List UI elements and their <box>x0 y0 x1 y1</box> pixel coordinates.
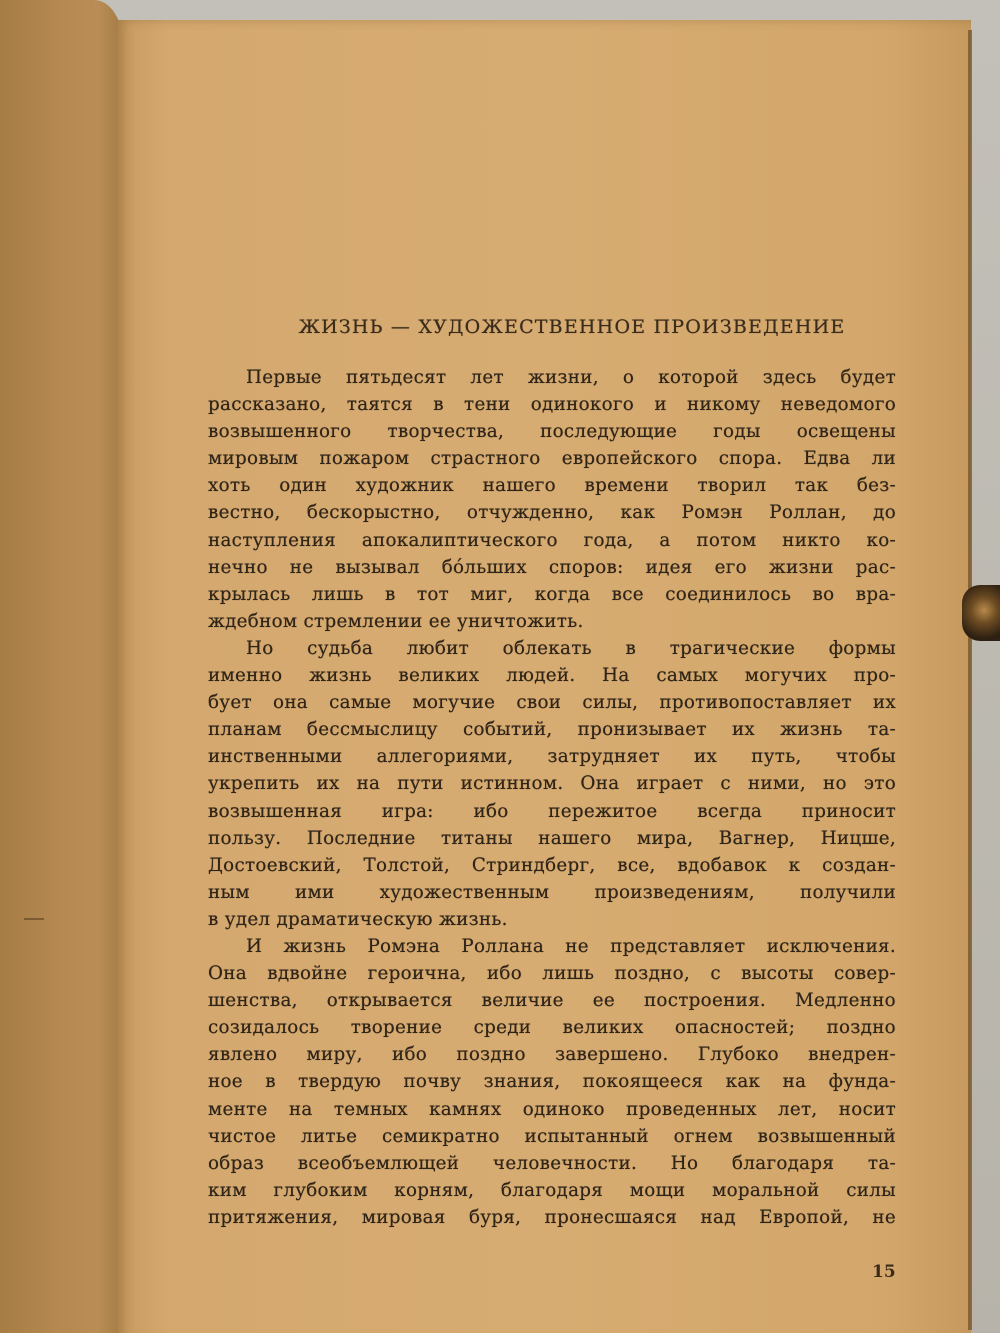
chapter-title: ЖИЗНЬ — ХУДОЖЕСТВЕННОЕ ПРОИЗВЕДЕНИЕ <box>298 316 846 338</box>
page-edge-line <box>968 30 972 1330</box>
ink-mark <box>24 918 44 920</box>
text-line: укрепить их на пути истинном. Она играет с ними, но это <box>208 773 896 795</box>
text-line: бует она самые могучие свои силы, противопоставляет их <box>208 692 896 714</box>
page-number: 15 <box>872 1262 896 1282</box>
text-line: рассказано, таятся в тени одинокого и никому неведомого <box>208 394 896 416</box>
paragraph-3 <box>208 933 896 1231</box>
text-line: явлено миру, ибо поздно завершено. Глубоко внедрен- <box>208 1044 896 1066</box>
text-line: Первые пятьдесят лет жизни, о которой здесь будет <box>246 367 896 388</box>
text-line: Достоевский, Толстой, Стриндберг, все, вдобавок к создан- <box>208 854 896 876</box>
text-line: нечно не вызывал бо́льших споров: идея его жизни рас- <box>208 556 896 578</box>
text-line: И жизнь Ромэна Роллана не представляет исключения. <box>246 935 896 957</box>
text-line: шенства, открывается величие ее построения. Медленно <box>208 990 896 1012</box>
text-line: мировым пожаром страстного европейского спора. Едва ли <box>208 448 896 470</box>
text-line: Но судьба любит облекать в трагические формы <box>246 637 896 659</box>
text-line: ждебном стремлении ее уничтожить. <box>208 610 584 632</box>
text-line: созидалось творение среди великих опасностей; поздно <box>208 1017 896 1039</box>
text-line: пользу. Последние титаны нашего мира, Вагнер, Ницше, <box>208 827 896 849</box>
text-line: менте на темных камнях одиноко проведенных лет, носит <box>208 1098 896 1120</box>
text-line: ное в твердую почву знания, покоящееся как на фунда- <box>208 1071 896 1093</box>
text-line: вестно, бескорыстно, отчужденно, как Ромэн Роллан, до <box>208 502 896 524</box>
text-line: в удел драматическую жизнь. <box>208 908 508 930</box>
text-line: притяжения, мировая буря, пронесшаяся над Европой, не <box>208 1206 896 1228</box>
text-line: именно жизнь великих людей. На самых могучих про- <box>208 665 896 687</box>
text-line: чистое литье семикратно испытанный огнем возвышенный <box>208 1125 896 1147</box>
metal-clasp <box>962 585 1000 641</box>
text-line: образ всеобъемлющей человечности. Но благодаря та- <box>208 1152 896 1174</box>
text-line: Она вдвойне героична, ибо лишь поздно, с высоты совер- <box>208 963 896 985</box>
text-line: хоть один художник нашего времени творил так без- <box>208 475 896 497</box>
text-line: наступления апокалиптического года, а потом никто ко- <box>208 529 896 551</box>
text-line: крылась лишь в тот миг, когда все соединилось во вра- <box>208 583 896 605</box>
paragraph-2 <box>208 635 896 933</box>
text-line: планам бессмыслицу событий, пронизывает их жизнь та- <box>208 719 896 741</box>
text-line: инственными аллегориями, затрудняет их путь, чтобы <box>208 746 896 768</box>
page-content <box>208 316 896 1231</box>
paragraph-1 <box>208 364 896 635</box>
text-line: возвышенного творчества, последующие годы освещены <box>208 421 896 443</box>
text-line: возвышенная игра: ибо пережитое всегда приносит <box>208 800 896 822</box>
text-line: ким глубоким корням, благодаря мощи моральной силы <box>208 1179 896 1201</box>
left-page-edge <box>0 0 122 1333</box>
text-line: ным ими художественным произведениям, получили <box>208 881 896 903</box>
